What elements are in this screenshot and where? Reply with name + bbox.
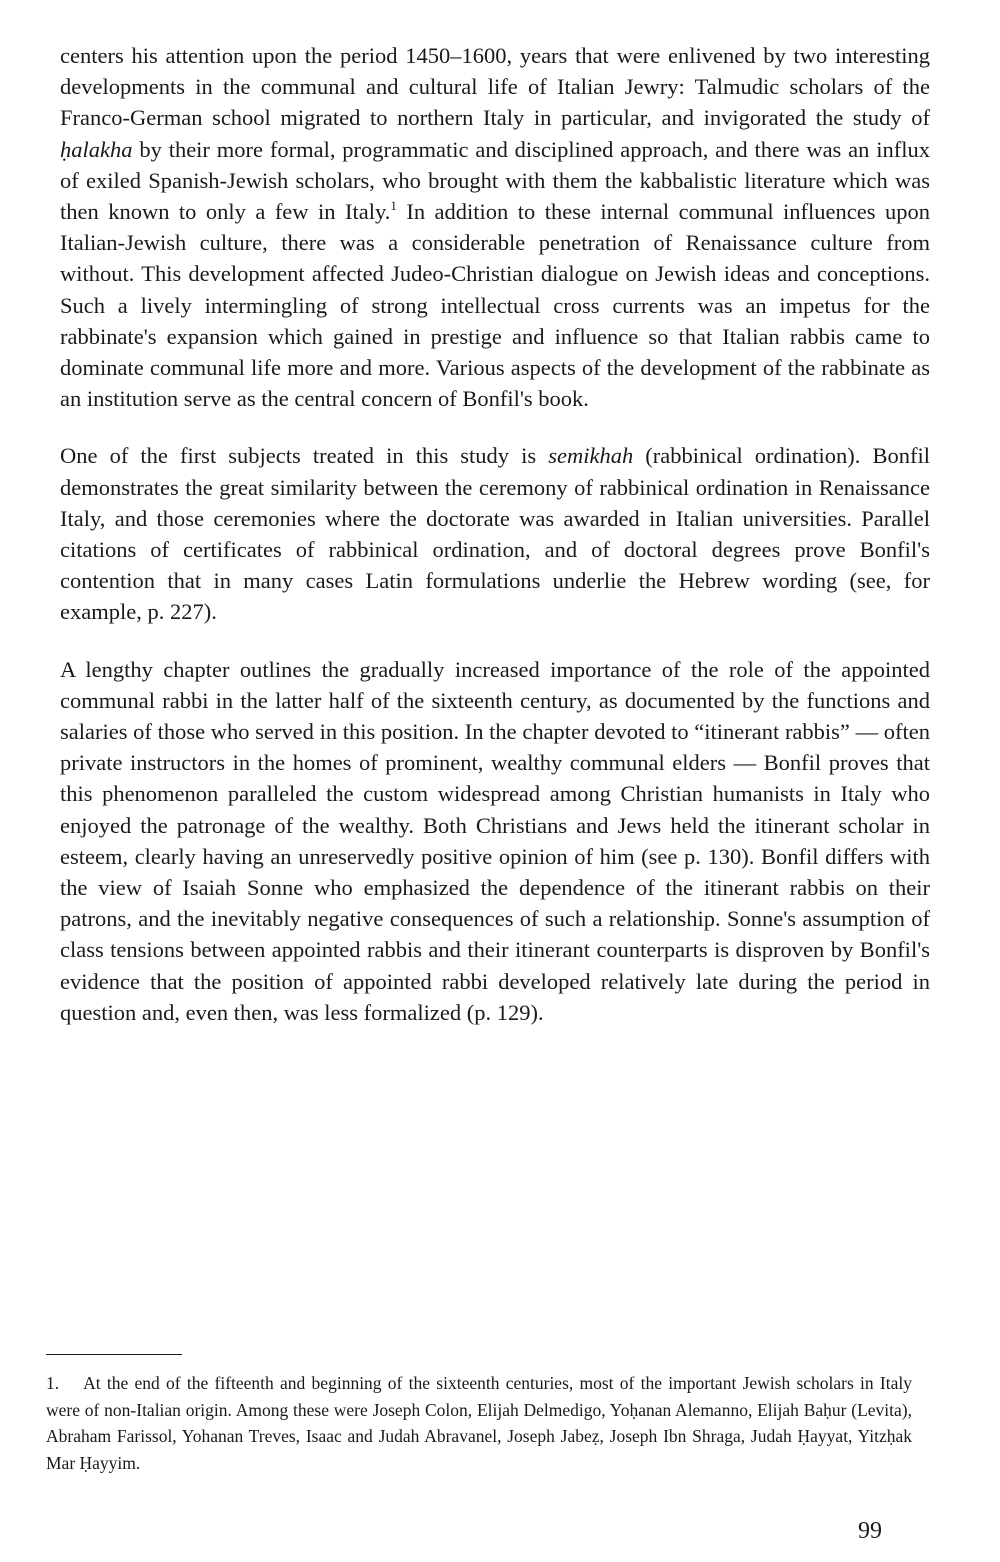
paragraph-1-text-c: In addition to these internal communal influences upon Italian-Jewish culture, there was a considerable penetration of Renaissance culture from without. This development affected Judeo-Christian dialogue on Jewish ideas and conceptions. Such a lively intermingling of strong intellectual cross currents was an impetus for the rabbinate's expansion which gained in prestige and influence so that Italian rabbis came to dominate communal life more and more. Various aspects of the development of the rabbinate as an institution serve as the central concern of Bonfil's book. [60, 199, 930, 412]
paragraph-2-italic-term: semikhah [548, 443, 634, 469]
paragraph-2-text-a: One of the first subjects treated in this study is [60, 443, 549, 469]
paragraph-1-italic-term: ḥalakha [60, 136, 133, 162]
paragraph-1-text-b: by their more formal, programmatic and disciplined approach, and there was an influx of exiled Spanish-Jewish scholars, who brought with them the kabbalistic literature which was then known to only a few in Italy. [60, 136, 930, 225]
footnote-divider [46, 1354, 182, 1355]
paragraph-1-text-a: centers his attention upon the period 1450–1600, years that were enlivened by two interesting developments in the communal and cultural life of Italian Jewry: Talmudic scholars of the Franco-German school migrated to northern Italy in particular, and invigorated the study of [60, 43, 930, 131]
footnote-number: 1. [46, 1373, 60, 1393]
paragraph-2-text-b: (rabbinical ordination). Bonfil demonstrates the great similarity between the ceremony of rabbinical ordination in Renaissance Italy, and those ceremonies where the doctorate was awarded in Italian universities. Parallel citations of certificates of rabbinical ordination, and of doctoral degrees prove Bonfil's contention that in many cases Latin formulations underlie the Hebrew wording (see, for example, p. 227). [60, 443, 930, 625]
footnote [46, 1370, 912, 1476]
paragraph-1 [60, 40, 930, 414]
footnote-reference[interactable]: 1 [390, 198, 397, 214]
main-text [60, 40, 930, 1028]
paragraph-3: A lengthy chapter outlines the gradually increased importance of the role of the appointed communal rabbi in the latter half of the sixteenth century, as documented by the functions and salaries of those who served in this position. In the chapter devoted to “itinerant rabbis” — often private instructors in the homes of prominent, wealthy communal elders — Bonfil proves that this phenomenon paralleled the custom widespread among Christian humanists in Italy who enjoyed the patronage of the wealthy. Both Christians and Jews held the itinerant scholar in esteem, clearly having an unreservedly positive opinion of him (see p. 130). Bonfil differs with the view of Isaiah Sonne who emphasized the dependence of the itinerant rabbis on their patrons, and the inevitably negative consequences of such a relationship. Sonne's assumption of class tensions between appointed rabbis and their itinerant counterparts is disproven by Bonfil's evidence that the position of appointed rabbi developed relatively late during the period in question and, even then, was less formalized (p. 129). [60, 656, 930, 1025]
paragraph-2 [60, 440, 930, 627]
page-number: 99 [858, 1518, 882, 1544]
footnote-text: At the end of the fifteenth and beginning of the sixteenth centuries, most of the important Jewish scholars in Italy were of non-Italian origin. Among these were Joseph Colon, Elijah Delmedigo, Yoḥanan Alemanno, Elijah Baḥur (Levita), Abraham Farissol, Yohanan Treves, Isaac and Judah Abravanel, Joseph Jabeẓ, Joseph Ibn Shraga, Judah Ḥayyat, Yitzḥak Mar Ḥayyim. [46, 1373, 912, 1473]
